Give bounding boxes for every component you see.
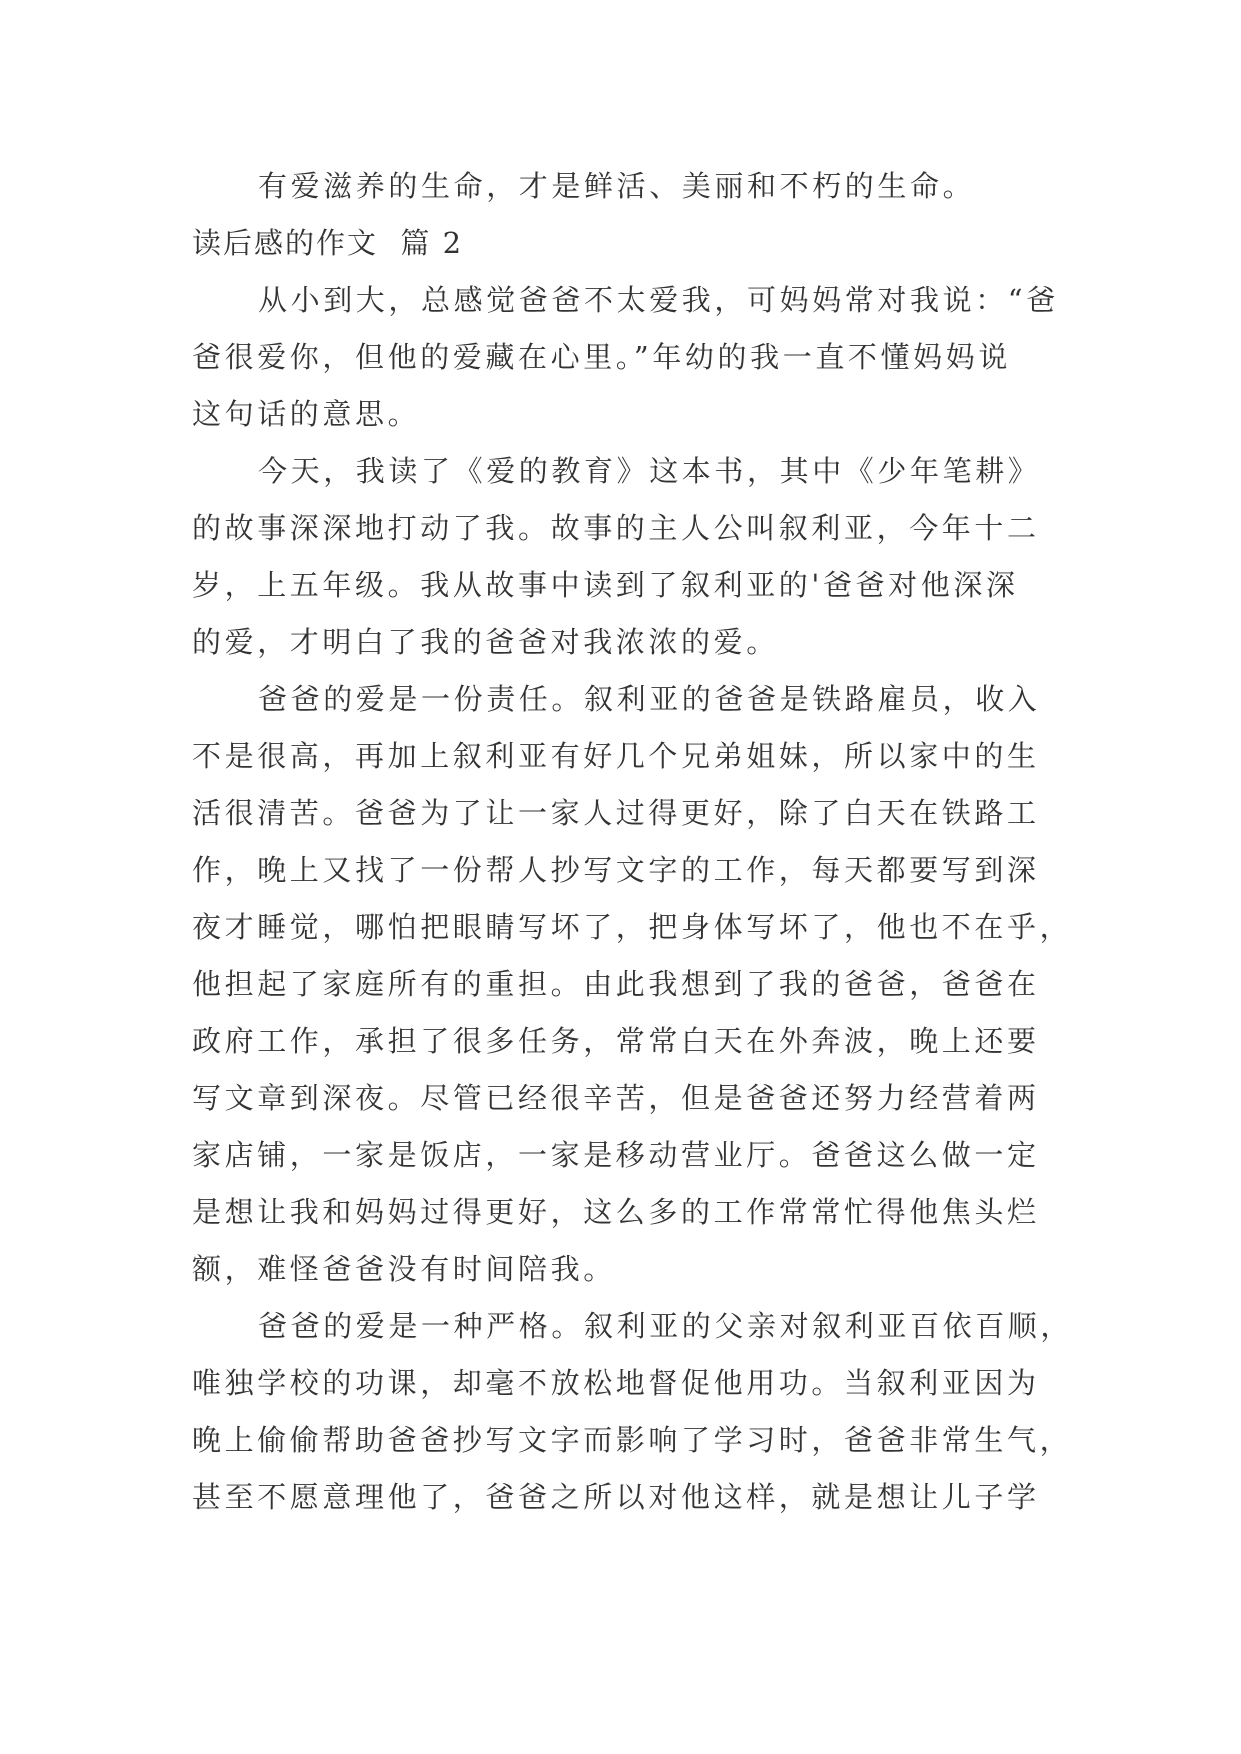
section-heading: 读后感的作文 篇 2 bbox=[192, 226, 464, 260]
text-line: 爸爸的爱是一份责任。叙利亚的爸爸是铁路雇员，收入 bbox=[258, 682, 1041, 716]
text-line: 活很清苦。爸爸为了让一家人过得更好，除了白天在铁路工 bbox=[192, 796, 1040, 830]
text-line: 这句话的意思。 bbox=[192, 397, 421, 431]
text-line: 唯独学校的功课，却毫不放松地督促他用功。当叙利亚因为 bbox=[192, 1366, 1040, 1400]
text-line: 从小到大，总感觉爸爸不太爱我，可妈妈常对我说：“爸 bbox=[258, 283, 1059, 317]
text-line: 他担起了家庭所有的重担。由此我想到了我的爸爸，爸爸在 bbox=[192, 967, 1040, 1001]
text-line: 写文章到深夜。尽管已经很辛苦，但是爸爸还努力经营着两 bbox=[192, 1081, 1040, 1115]
text-line: 爸很爱你，但他的爱藏在心里。”年幼的我一直不懂妈妈说 bbox=[192, 340, 1011, 374]
text-line: 的爱，才明白了我的爸爸对我浓浓的爱。 bbox=[192, 625, 779, 659]
text-line: 的故事深深地打动了我。故事的主人公叫叙利亚，今年十二 bbox=[192, 511, 1040, 545]
text-line: 额，难怪爸爸没有时间陪我。 bbox=[192, 1252, 616, 1286]
text-line: 有爱滋养的生命，才是鲜活、美丽和不朽的生命。 bbox=[258, 169, 976, 203]
text-line: 爸爸的爱是一种严格。叙利亚的父亲对叙利亚百依百顺， bbox=[258, 1309, 1074, 1343]
text-line: 岁，上五年级。我从故事中读到了叙利亚的'爸爸对他深深 bbox=[192, 568, 1019, 602]
text-line: 家店铺，一家是饭店，一家是移动营业厅。爸爸这么做一定 bbox=[192, 1138, 1040, 1172]
document-body bbox=[192, 158, 1074, 1526]
text-line: 晚上偷偷帮助爸爸抄写文字而影响了学习时，爸爸非常生气， bbox=[192, 1423, 1073, 1457]
text-line: 作，晚上又找了一份帮人抄写文字的工作，每天都要写到深 bbox=[192, 853, 1040, 887]
text-line: 甚至不愿意理他了，爸爸之所以对他这样，就是想让儿子学 bbox=[192, 1480, 1040, 1514]
text-line: 夜才睡觉，哪怕把眼睛写坏了，把身体写坏了，他也不在乎， bbox=[192, 910, 1073, 944]
text-line: 不是很高，再加上叙利亚有好几个兄弟姐妹，所以家中的生 bbox=[192, 739, 1040, 773]
text-line: 政府工作，承担了很多任务，常常白天在外奔波，晚上还要 bbox=[192, 1024, 1040, 1058]
text-line: 是想让我和妈妈过得更好，这么多的工作常常忙得他焦头烂 bbox=[192, 1195, 1040, 1229]
text-line: 今天，我读了《爱的教育》这本书，其中《少年笔耕》 bbox=[258, 454, 1041, 488]
